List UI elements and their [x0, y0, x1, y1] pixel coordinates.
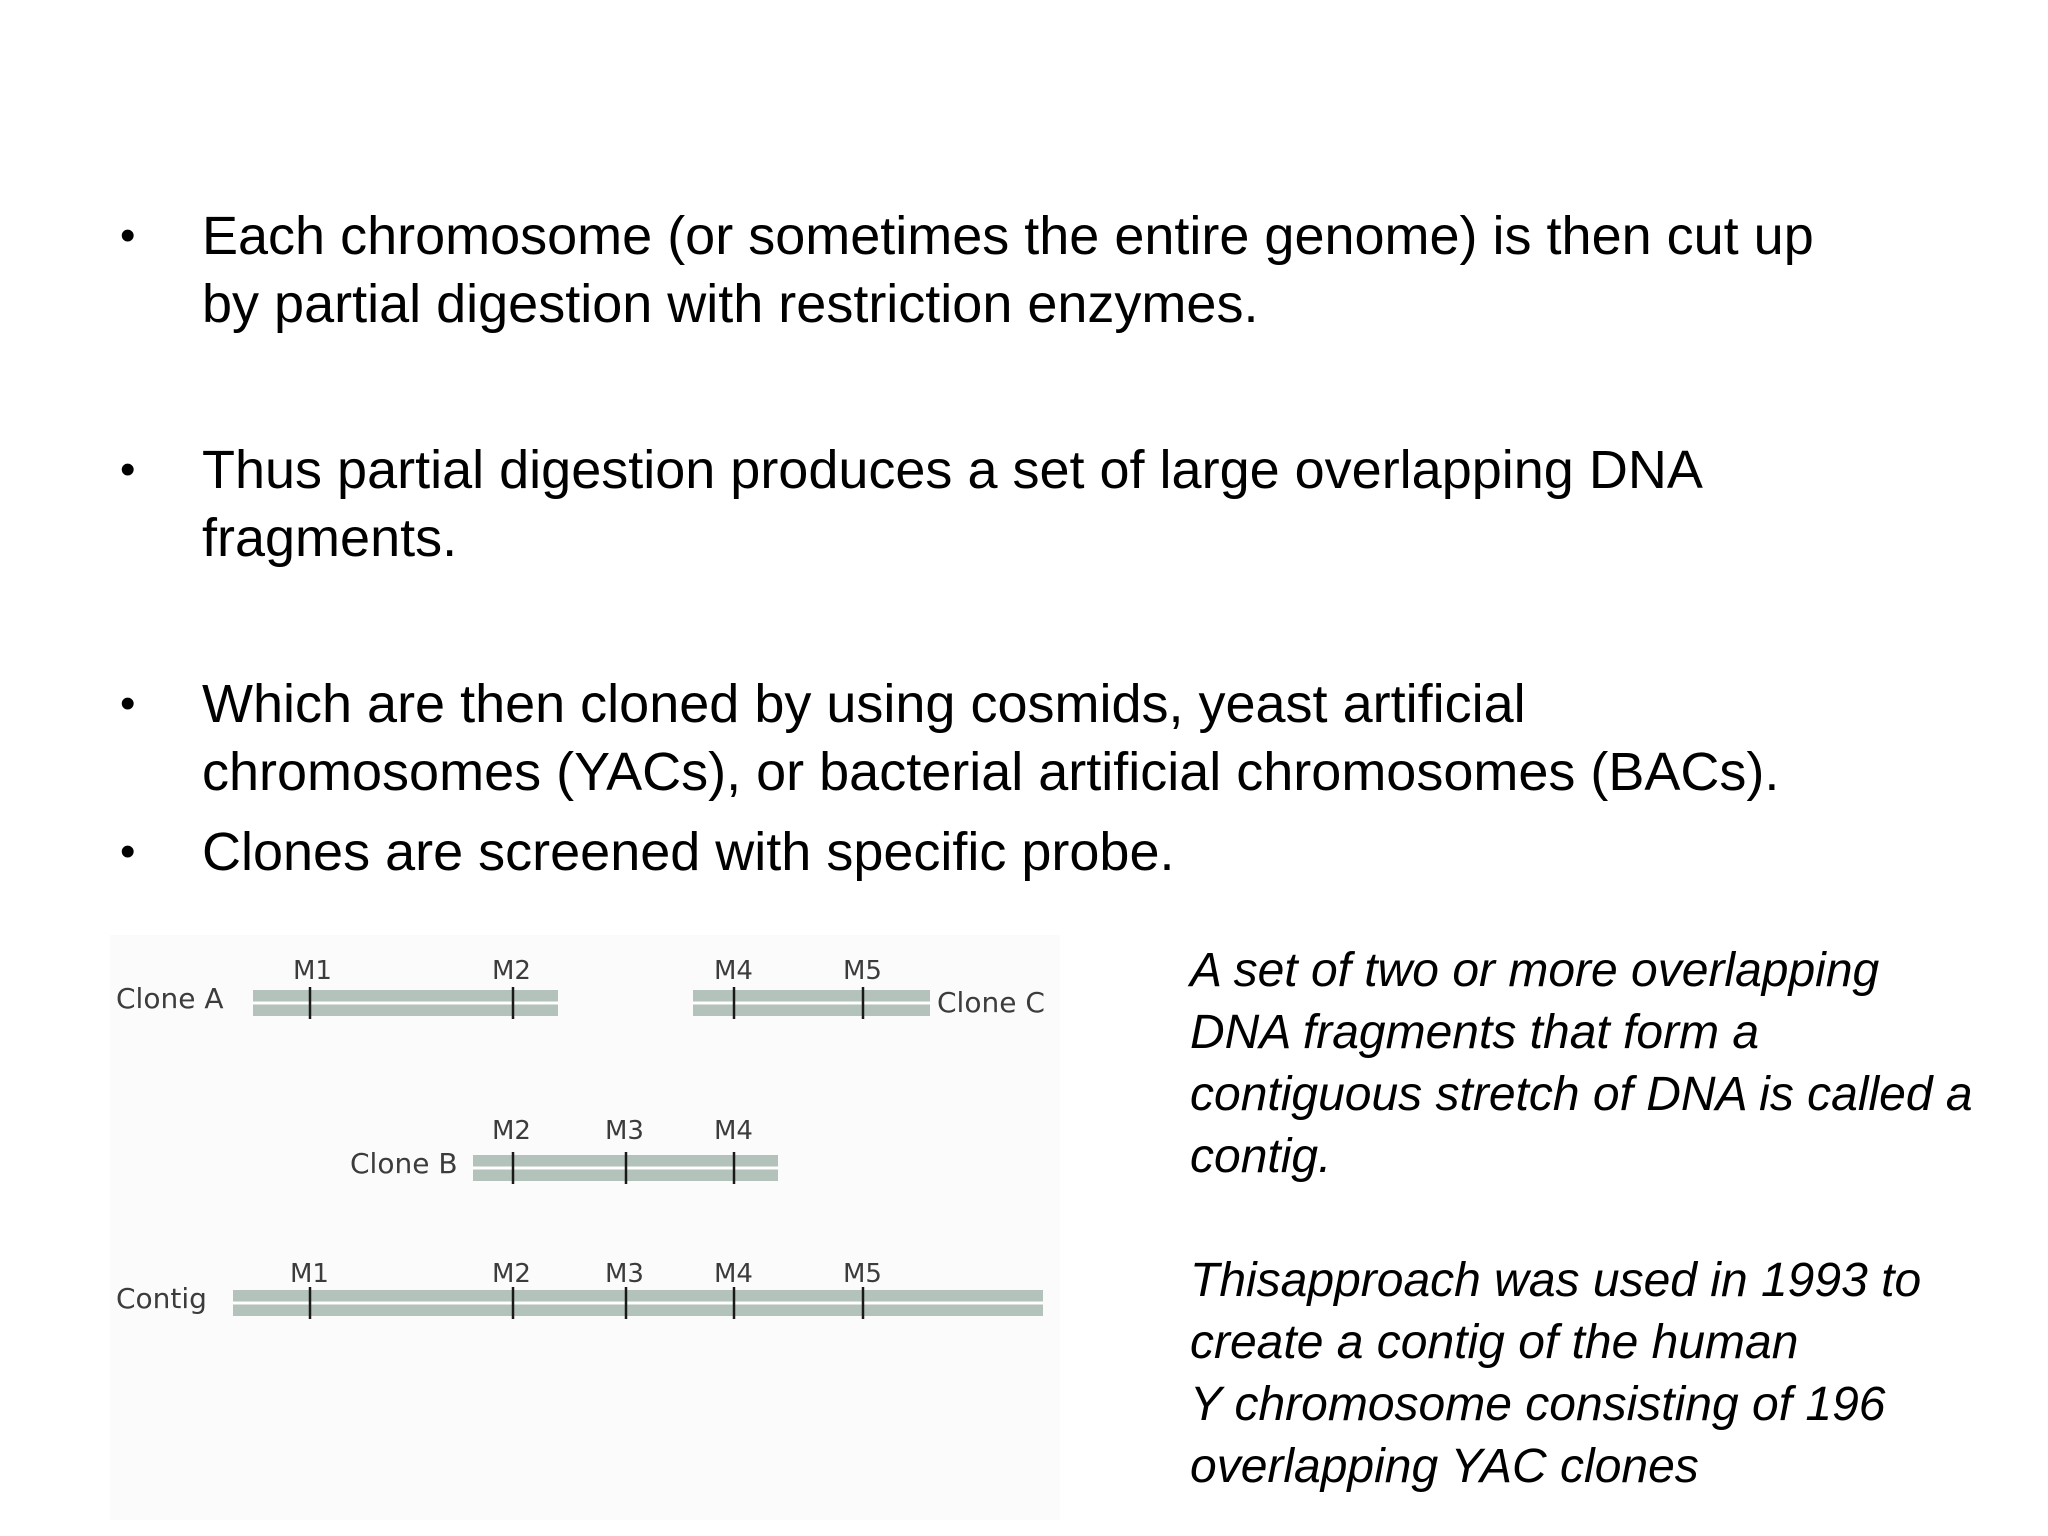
- clone-c-label: Clone C: [937, 986, 1045, 1019]
- contig-marker-m4: M4: [714, 1259, 753, 1289]
- clone-b-label: Clone B: [350, 1147, 458, 1180]
- contig-diagram: [110, 935, 1060, 1520]
- contig-label: Contig: [116, 1282, 207, 1315]
- bullet-text: Thus partial digestion produces a set of large overlapping DNA fragments.: [202, 440, 1703, 568]
- contig-marker-m3: M3: [605, 1259, 644, 1289]
- clone-c-marker-m4: M4: [714, 956, 753, 986]
- bullet-dot: •: [120, 827, 136, 876]
- contig-definition-caption: A set of two or more overlapping DNA fragments that form a contiguous stretch of DNA is called a contig.: [1190, 944, 1973, 1183]
- contig-marker-m5: M5: [843, 1259, 882, 1289]
- clone-a-marker-m2: M2: [492, 956, 531, 986]
- clone-a-marker-m1: M1: [293, 956, 332, 986]
- contig-marker-m2: M2: [492, 1259, 531, 1289]
- bullet-dot: •: [120, 211, 136, 260]
- contig-row: [116, 1259, 1043, 1319]
- bullet-text: Clones are screened with specific probe.: [202, 822, 1175, 882]
- bullet-dot: •: [120, 445, 136, 494]
- bullet-text: Which are then cloned by using cosmids, yeast artificial chromosomes (YACs), or bacterial artificial chromosomes (BACs).: [202, 674, 1780, 802]
- bullet-text: Each chromosome (or sometimes the entire genome) is then cut up by partial digestion with restriction enzymes.: [202, 206, 1814, 334]
- clone-a-label: Clone A: [116, 982, 224, 1015]
- clone-b-marker-m4: M4: [714, 1116, 753, 1146]
- contig-diagram-svg: [110, 935, 1060, 1520]
- clone-b-marker-m2: M2: [492, 1116, 531, 1146]
- bullet-dot: •: [120, 679, 136, 728]
- clone-b-row: [350, 1116, 778, 1184]
- clone-c-row: [693, 956, 1045, 1019]
- clone-a-row: [116, 956, 558, 1019]
- contig-marker-m1: M1: [290, 1259, 329, 1289]
- clone-b-marker-m3: M3: [605, 1116, 644, 1146]
- clone-c-marker-m5: M5: [843, 956, 882, 986]
- y-chromosome-history-caption: Thisapproach was used in 1993 to create a contig of the human Y chromosome consisting of 196 overlapping YAC clones: [1190, 1254, 1922, 1493]
